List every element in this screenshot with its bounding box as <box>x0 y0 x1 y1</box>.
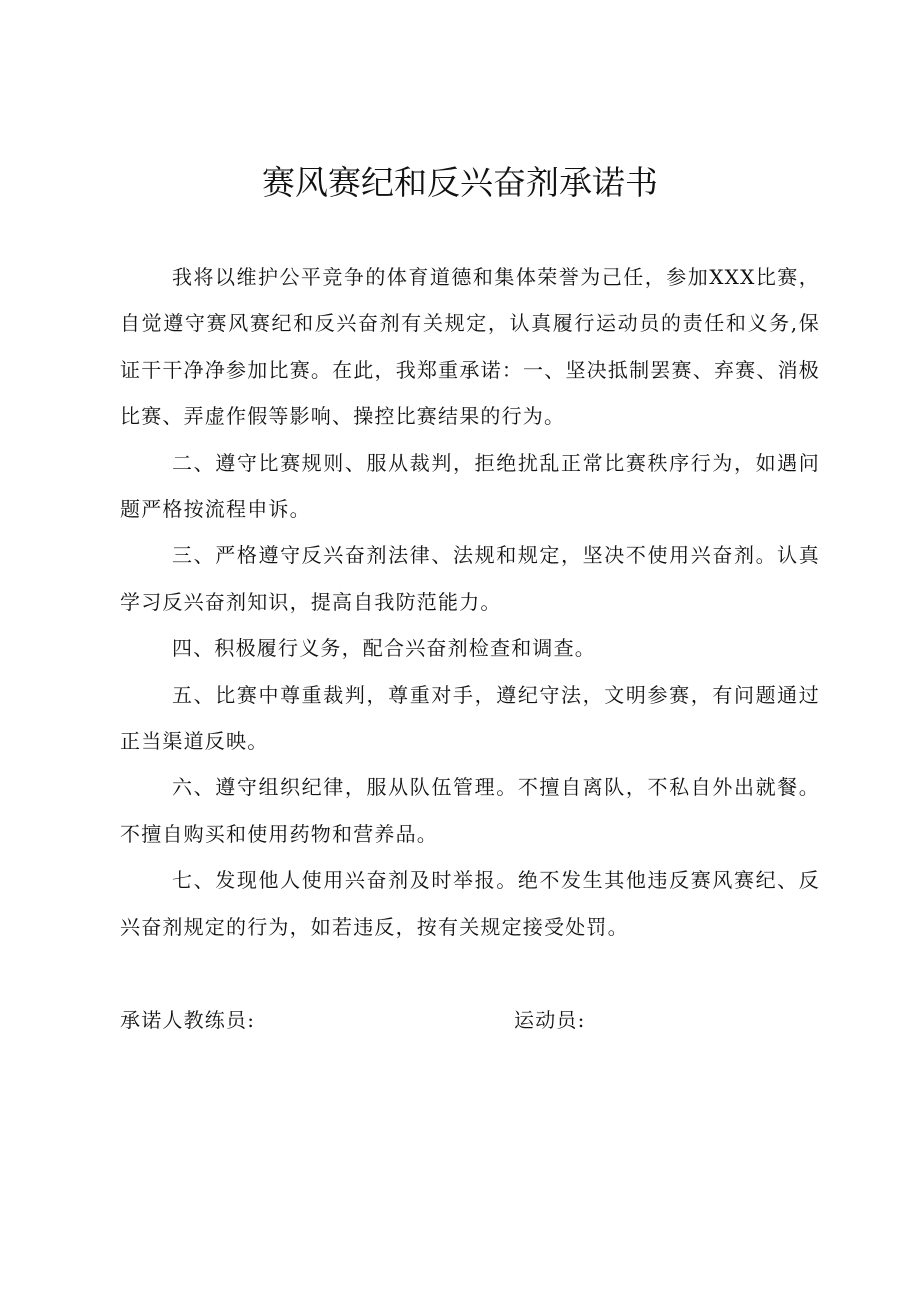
athlete-signature-label: 运动员: <box>514 1008 586 1032</box>
signature-line <box>120 1000 820 1040</box>
paragraph-item-4: 四、积极履行义务，配合兴奋剂检查和调查。 <box>172 636 596 661</box>
document-body <box>120 254 820 950</box>
paragraph-item-3: 三、严格遵守反兴奋剂法律、法规和规定，坚决不使用兴奋剂。认真学习反兴奋剂知识，提高自我防范能力。 <box>120 543 820 614</box>
coach-signature-label: 承诺人教练员: <box>120 1008 256 1032</box>
paragraph-item-5: 五、比赛中尊重裁判，尊重对手，遵纪守法，文明参赛，有问题通过正当渠道反映。 <box>120 682 820 754</box>
paragraph-item-2: 二、遵守比赛规则、服从裁判，拒绝扰乱正常比赛秩序行为，如遇问题严格按流程申诉。 <box>120 450 820 522</box>
paragraph-intro: 我将以维护公平竞争的体育道德和集体荣誉为己任，参加XXX比赛，自觉遵守赛风赛纪和反兴奋剂有关规定，认真履行运动员的责任和义务,保证干干净净参加比赛。在此，我郑重承诺：一、坚决抵制罢赛、弃赛、消极比赛、弄虚作假等影响、操控比赛结果的行为。 <box>120 265 820 429</box>
paragraph-item-7: 七、发现他人使用兴奋剂及时举报。绝不发生其他违反赛风赛纪、反兴奋剂规定的行为，如若违反，按有关规定接受处罚。 <box>120 868 820 939</box>
paragraph-item-6: 六、遵守组织纪律，服从队伍管理。不擅自离队，不私自外出就餐。不擅自购买和使用药物和营养品。 <box>120 775 820 846</box>
document-title: 赛风赛纪和反兴奋剂承诺书 <box>262 163 658 202</box>
